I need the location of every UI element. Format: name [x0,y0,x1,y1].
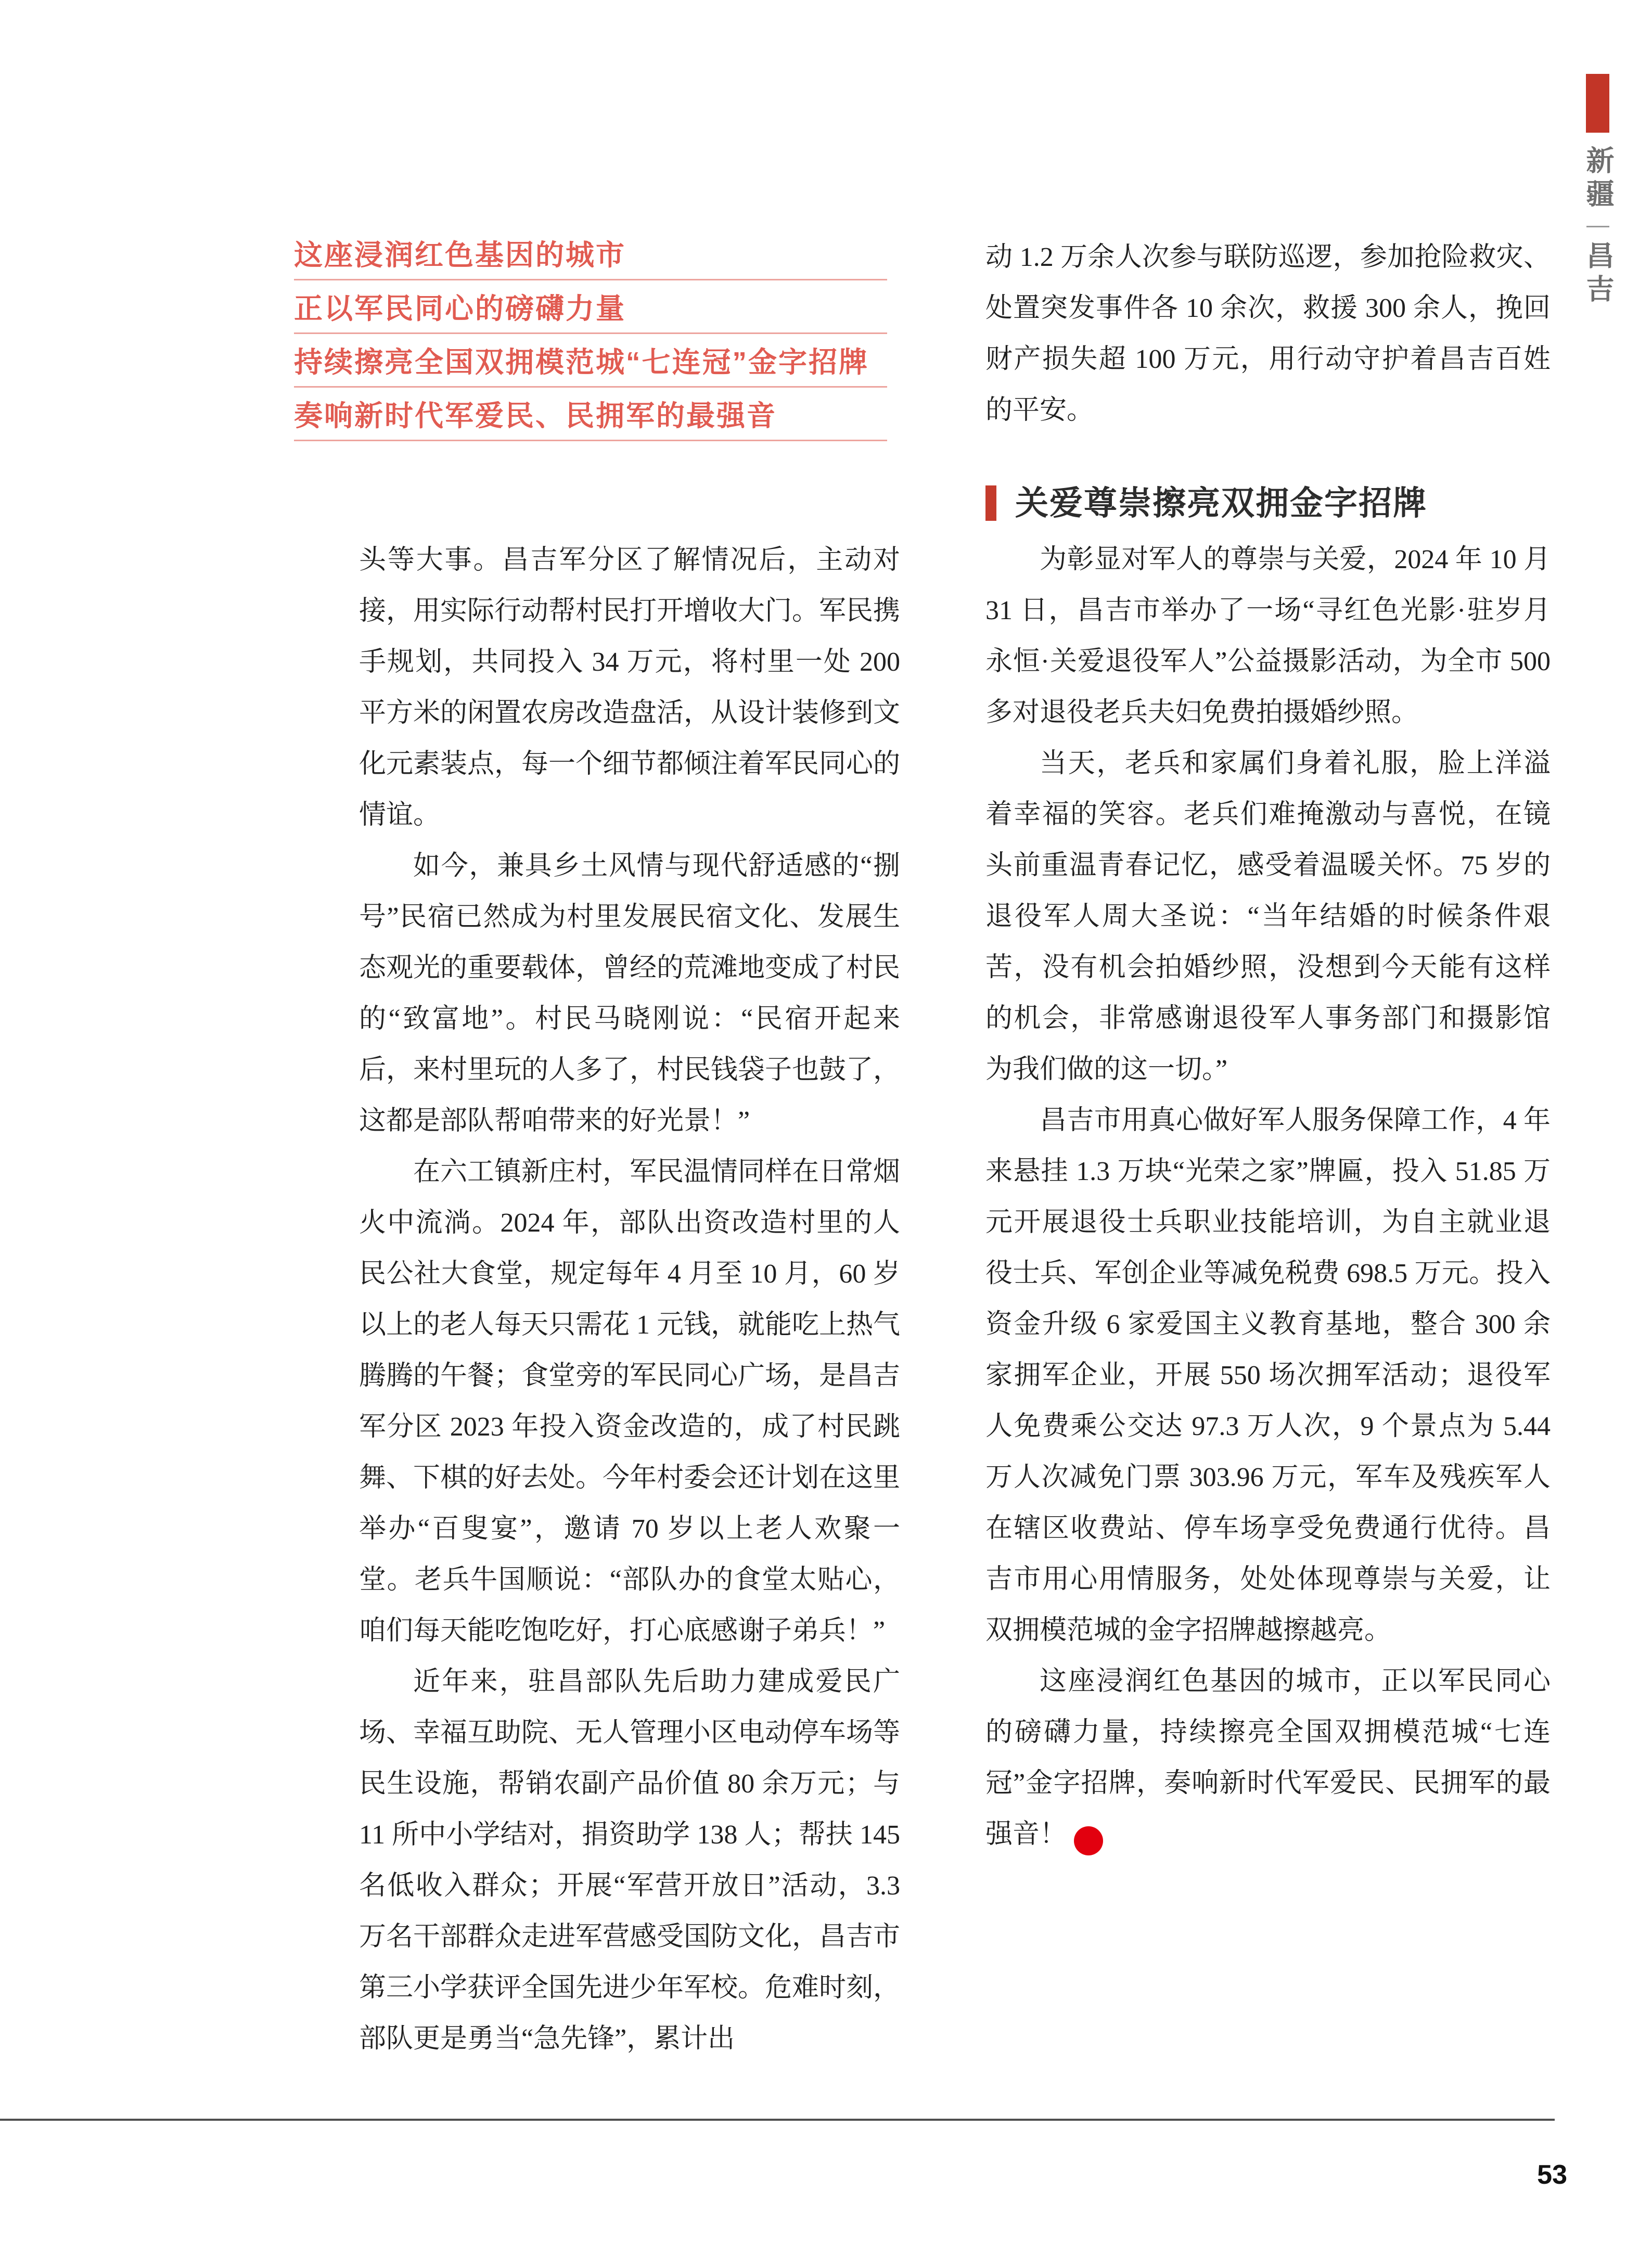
headline-block [294,235,887,450]
sidebar-red-bar [1586,74,1609,133]
footer-rule [0,2119,1555,2121]
section-heading-red-bar [985,485,996,521]
headline-line: 这座浸润红色基因的城市 [294,239,626,271]
sidebar-divider [1586,226,1609,227]
body-paragraph: 在六工镇新庄村，军民温情同样在日常烟火中流淌。2024 年，部队出资改造村里的人民公社大食堂，规定每年 4 月至 10 月，60 岁以上的老人每天只需花 1 元钱，就能吃上热气腾腾的午餐；食堂旁的军民同心广场，是昌吉军分区 2023 年投入资金改造的，成了村民跳舞、下棋的好去处。今年村委会还计划在这里举办“百叟宴”，邀请 70 岁以上老人欢聚一堂。老兵牛国顺说：“部队办的食堂太贴心，咱们每天能吃饱吃好，打心底感谢子弟兵！” [359,1157,901,1646]
edge-label [1580,146,1616,308]
headline-underline [294,386,887,388]
headline-underline [294,440,887,441]
section-title: 关爱尊崇擦亮双拥金字招牌 [1015,484,1427,522]
body-paragraph [985,1656,1551,1860]
body-paragraph: 如今，兼具乡土风情与现代舒适感的“捌号”民宿已然成为村里发展民宿文化、发展生态观光的重要载体，曾经的荒滩地变成了村民的“致富地”。村民马晓刚说：“民宿开起来后，来村里玩的人多了，村民钱袋子也鼓了，这都是部队帮咱带来的好光景！” [359,851,901,1136]
body-paragraph: 头等大事。昌吉军分区了解情况后，主动对接，用实际行动帮村民打开增收大门。军民携手规划，共同投入 34 万元，将村里一处 200 平方米的闲置农房改造盘活，从设计装修到文化元素装点，每一个细节都倾注着军民同心的情谊。 [359,545,901,830]
headline-underline [294,279,887,280]
headline-row [294,342,887,396]
headline-line: 持续擦亮全国双拥模范城“七连冠”金字招牌 [294,346,869,378]
section-heading [985,485,1551,521]
body-paragraph: 昌吉市用真心做好军人服务保障工作，4 年来悬挂 1.3 万块“光荣之家”牌匾，投入 51.85 万元开展退役士兵职业技能培训，为自主就业退役士兵、军创企业等减免税费 698.5 万元。投入资金升级 6 家爱国主义教育基地，整合 300 余家拥军企业，开展 550 场次拥军活动；退役军人免费乘公交达 97.3 万人次，9 个景点为 5.44 万人次减免门票 303.96 万元，军车及残疾军人在辖区收费站、停车场享受免费通行优待。昌吉市用心用情服务，处处体现尊崇与关爱，让双拥模范城的金字招牌越擦越亮。 [985,1106,1551,1645]
sidebar-region-label: 新疆 [1582,146,1613,212]
end-of-article-icon: N [1074,1826,1103,1855]
headline-row [294,396,887,450]
headline-underline [294,332,887,334]
headline-row [294,289,887,342]
headline-line: 奏响新时代军爱民、民拥军的最强音 [294,400,777,432]
body-paragraph: 动 1.2 万余人次参与联防巡逻，参加抢险救灾、处置突发事件各 10 余次，救援 300 余人，挽回财产损失超 100 万元，用行动守护着昌吉百姓的平安。 [985,242,1551,425]
right-column [985,232,1551,1860]
body-paragraph: 为彰显对军人的尊崇与关爱，2024 年 10 月 31 日，昌吉市举办了一场“寻红色光影·驻岁月永恒·关爱退役军人”公益摄影活动，为全市 500 多对退役老兵夫妇免费拍摄婚纱照。 [985,545,1551,727]
headline-row [294,235,887,289]
closing-sentence: 这座浸润红色基因的城市，正以军民同心的磅礴力量，持续擦亮全国双拥模范城“七连冠”金字招牌，奏响新时代军爱民、民拥军的最强音！ [985,1667,1551,1849]
left-column [359,535,900,2065]
body-paragraph: 当天，老兵和家属们身着礼服，脸上洋溢着幸福的笑容。老兵们难掩激动与喜悦，在镜头前重温青春记忆，感受着温暖关怀。75 岁的退役军人周大圣说：“当年结婚的时候条件艰苦，没有机会拍婚纱照，没想到今天能有这样的机会，非常感谢退役军人事务部门和摄影馆为我们做的这一切。” [985,749,1551,1084]
sidebar-city-label: 昌吉 [1582,241,1613,308]
headline-line: 正以军民同心的磅礴力量 [294,292,626,325]
body-paragraph: 近年来，驻昌部队先后助力建成爱民广场、幸福互助院、无人管理小区电动停车场等民生设施，帮销农副产品价值 80 余万元；与 11 所中小学结对，捐资助学 138 人；帮扶 145 名低收入群众；开展“军营开放日”活动，3.3 万名干部群众走进军营感受国防文化，昌吉市第三小学获评全国先进少年军校。危难时刻，部队更是勇当“急先锋”，累计出 [359,1667,901,2054]
page-number: 53 [1537,2160,1567,2190]
